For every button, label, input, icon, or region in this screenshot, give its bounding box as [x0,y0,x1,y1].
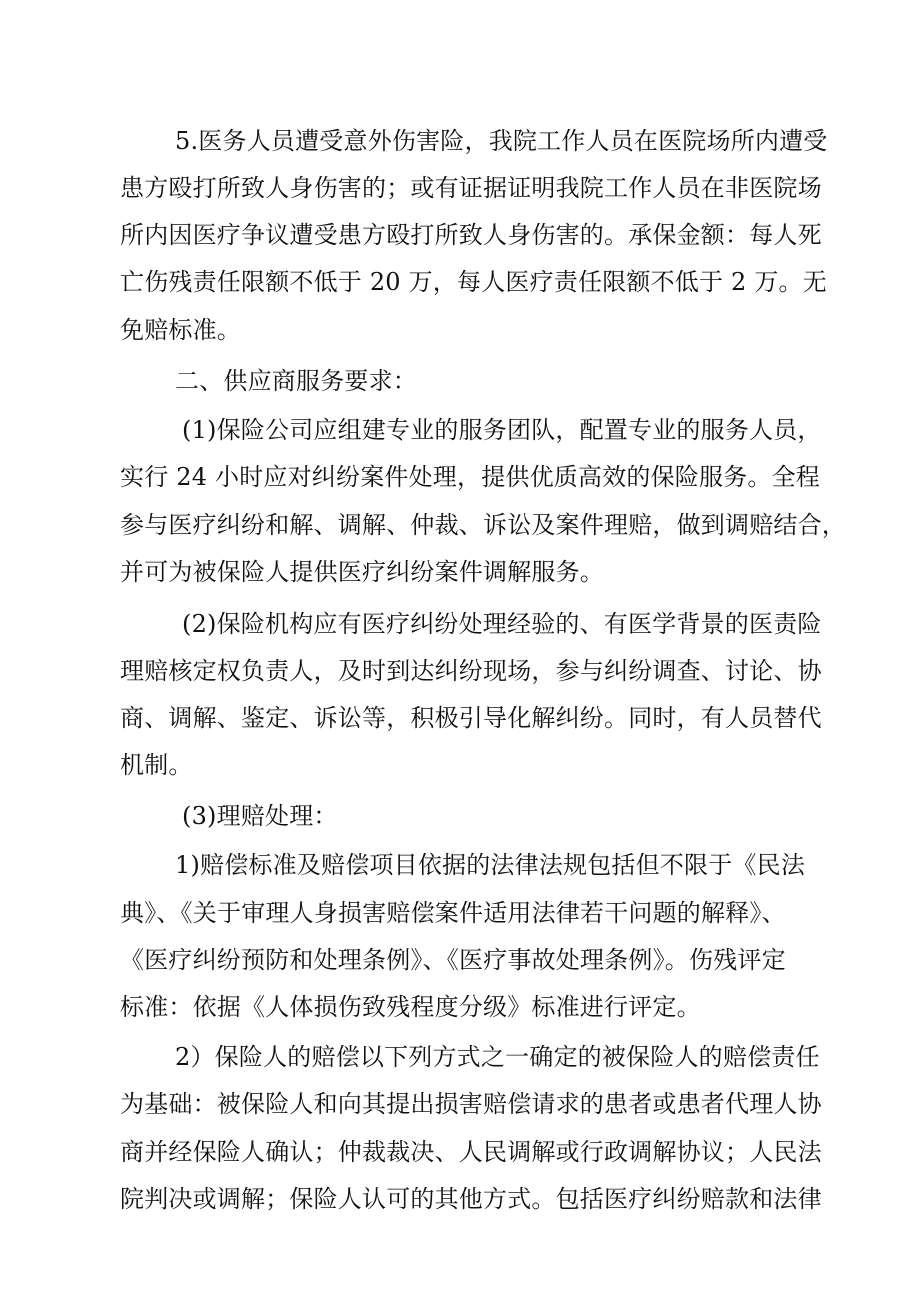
text-line: 理赔核定权负责人，及时到达纠纷现场，参与纠纷调查、讨论、协 [120,657,822,685]
section-heading: 二、供应商服务要求： [175,367,417,395]
text-line: 实行 24 小时应对纠纷案件处理，提供优质高效的保险服务。全程 [120,463,820,491]
text-line: 典》、《关于审理人身损害赔偿案件适用法律若干问题的解释》、 [120,899,786,927]
text-line: 免赔标准。 [120,316,241,344]
text-line: (1)保险公司应组建专业的服务团队，配置专业的服务人员， [182,416,822,444]
text-line: 参与医疗纠纷和解、调解、仲裁、诉讼及案件理赔，做到调赔结合， [120,511,846,539]
text-line: 为基础：被保险人和向其提出损害赔偿请求的患者或患者代理人协 [120,1090,822,1118]
text-line: 亡伤残责任限额不低于 20 万，每人医疗责任限额不低于 2 万。无 [120,268,827,296]
text-line: 院判决或调解；保险人认可的其他方式。包括医疗纠纷赔款和法律 [120,1185,822,1213]
text-line: 2）保险人的赔偿以下列方式之一确定的被保险人的赔偿责任 [175,1043,820,1071]
text-line: 标准：依据《人体损伤致残程度分级》标准进行评定。 [120,993,701,1021]
text-line: 《医疗纠纷预防和处理条例》、《医疗事故处理条例》。伤残评定 [120,946,786,974]
text-line: 并可为被保险人提供医疗纠纷案件调解服务。 [120,558,604,586]
text-line: 商并经保险人确认；仲裁裁决、人民调解或行政调解协议；人民法 [120,1138,822,1166]
text-line: 患方殴打所致人身伤害的；或有证据证明我院工作人员在非医院场 [120,174,822,202]
text-line: 所内因医疗争议遭受患方殴打所致人身伤害的。承保金额：每人死 [120,221,822,249]
text-line: 5.医务人员遭受意外伤害险，我院工作人员在医院场所内遭受 [175,127,828,155]
text-line: 1)赔偿标准及赔偿项目依据的法律法规包括但不限于《民法 [175,851,806,879]
text-line: 机制。 [120,751,193,779]
text-line: 商、调解、鉴定、诉讼等，积极引导化解纠纷。同时，有人员替代 [120,704,822,732]
text-line: (3)理赔处理： [182,802,338,830]
text-line: (2)保险机构应有医疗纠纷处理经验的、有医学背景的医责险 [182,610,822,638]
